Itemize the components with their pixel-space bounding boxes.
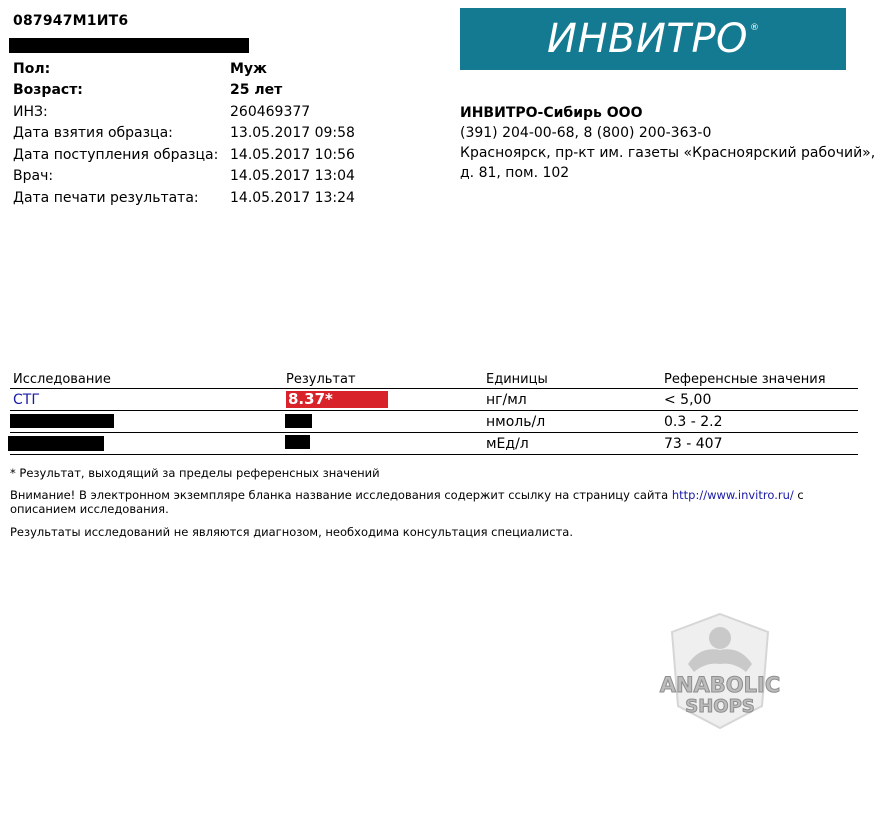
reference-cell: 73 - 407 bbox=[661, 433, 858, 455]
result-cell bbox=[283, 411, 483, 433]
header-result: Результат bbox=[283, 371, 483, 389]
invitro-site-link[interactable]: http://www.invitro.ru/ bbox=[671, 488, 794, 502]
patient-field-value: 14.05.2017 10:56 bbox=[230, 146, 355, 163]
reference-cell: < 5,00 bbox=[661, 389, 858, 411]
invitro-logo bbox=[460, 8, 846, 70]
table-row bbox=[10, 411, 858, 433]
reference-note: * Результат, выходящий за пределы референсных значений bbox=[10, 466, 380, 480]
logo-text: ИНВИТРО bbox=[547, 16, 748, 62]
warning-text: Внимание! В электронном экземпляре бланка название исследования содержит ссылку на страницу сайта bbox=[10, 488, 672, 502]
disclaimer-note: Результаты исследований не являются диагнозом, необходима консультация специалиста. bbox=[10, 525, 573, 539]
test-cell bbox=[10, 433, 283, 455]
table-row bbox=[10, 433, 858, 455]
units-cell: мЕд/л bbox=[483, 433, 661, 455]
patient-field-row bbox=[13, 187, 355, 209]
units-cell: нмоль/л bbox=[483, 411, 661, 433]
patient-field-value: 14.05.2017 13:24 bbox=[230, 189, 355, 206]
watermark-line2: SHOPS bbox=[685, 696, 755, 717]
test-cell bbox=[10, 411, 283, 433]
patient-field-row bbox=[13, 144, 355, 166]
patient-field-row bbox=[13, 123, 355, 145]
anabolic-shops-watermark bbox=[650, 606, 790, 736]
patient-field-value: Муж bbox=[230, 60, 267, 77]
result-cell bbox=[283, 433, 483, 455]
patient-field-label: Дата поступления образца: bbox=[13, 146, 219, 163]
patient-field-label: Возраст: bbox=[13, 82, 83, 99]
patient-field-label: Врач: bbox=[13, 168, 54, 185]
header-reference: Референсные значения bbox=[661, 371, 858, 389]
patient-field-label: Пол: bbox=[13, 60, 51, 77]
redacted-result-bar bbox=[285, 414, 312, 428]
redacted-test-bar bbox=[10, 414, 114, 428]
warning-note bbox=[10, 488, 830, 516]
header-units: Единицы bbox=[483, 371, 661, 389]
results-table bbox=[10, 371, 858, 455]
registered-mark: ® bbox=[749, 23, 759, 33]
patient-field-row bbox=[13, 166, 355, 188]
document-id: 087947M1ИТ6 bbox=[13, 13, 129, 29]
redacted-test-bar bbox=[8, 436, 104, 451]
lab-info bbox=[460, 103, 875, 183]
patient-field-row bbox=[13, 101, 355, 123]
warning-text-end: с описанием исследования. bbox=[10, 488, 804, 516]
patient-field-label: Дата печати результата: bbox=[13, 189, 199, 206]
table-row bbox=[10, 389, 858, 411]
patient-field-label: Дата взятия образца: bbox=[13, 125, 173, 142]
watermark-line1: ANABOLIC bbox=[659, 673, 781, 697]
redacted-result-bar bbox=[285, 435, 310, 449]
patient-info bbox=[13, 58, 355, 209]
lab-address-line1: Красноярск, пр-кт им. газеты «Красноярский рабочий», bbox=[460, 145, 876, 161]
patient-field-value: 13.05.2017 09:58 bbox=[230, 125, 355, 142]
header-test: Исследование bbox=[10, 371, 283, 389]
units-cell: нг/мл bbox=[483, 389, 661, 411]
lab-phones: (391) 204-00-68, 8 (800) 200-363-0 bbox=[460, 125, 712, 141]
test-cell bbox=[10, 389, 283, 411]
lab-address-line2: д. 81, пом. 102 bbox=[460, 165, 570, 181]
watermark-head-icon bbox=[709, 627, 731, 649]
lab-name: ИНВИТРО-Сибирь ООО bbox=[460, 105, 643, 121]
patient-field-value: 25 лет bbox=[230, 82, 283, 99]
patient-field-row bbox=[13, 58, 355, 80]
reference-cell: 0.3 - 2.2 bbox=[661, 411, 858, 433]
patient-field-label: ИНЗ: bbox=[13, 103, 48, 120]
flagged-result: 8.37* bbox=[286, 391, 388, 408]
result-cell bbox=[283, 389, 483, 411]
patient-field-value: 260469377 bbox=[230, 103, 311, 120]
redacted-name-bar bbox=[9, 38, 249, 53]
results-header-row bbox=[10, 371, 858, 389]
patient-field-row bbox=[13, 80, 355, 102]
patient-field-value: 14.05.2017 13:04 bbox=[230, 168, 355, 185]
test-link-stg[interactable]: СТГ bbox=[13, 391, 40, 408]
